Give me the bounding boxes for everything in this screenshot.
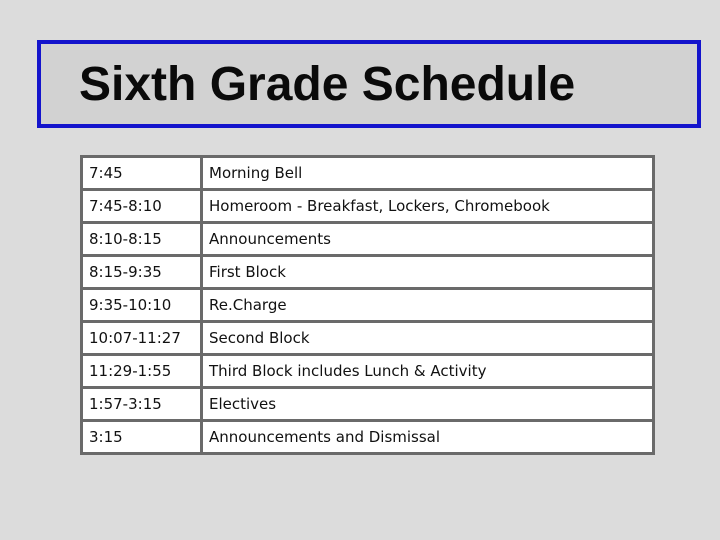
table-row [82,322,654,355]
table-row [82,190,654,223]
time-cell: 11:29-1:55 [82,355,202,388]
event-cell: Second Block [202,322,654,355]
event-cell: Homeroom - Breakfast, Lockers, Chromebook [202,190,654,223]
table-row [82,289,654,322]
event-cell: Morning Bell [202,157,654,190]
table-row [82,355,654,388]
table-row [82,388,654,421]
time-cell: 1:57-3:15 [82,388,202,421]
event-cell: Re.Charge [202,289,654,322]
schedule-table [80,155,655,455]
event-cell: Announcements [202,223,654,256]
table-row [82,421,654,454]
title-box [37,40,701,128]
table-row [82,256,654,289]
time-cell: 8:10-8:15 [82,223,202,256]
time-cell: 8:15-9:35 [82,256,202,289]
event-cell: Electives [202,388,654,421]
event-cell: First Block [202,256,654,289]
time-cell: 7:45 [82,157,202,190]
time-cell: 10:07-11:27 [82,322,202,355]
page-title: Sixth Grade Schedule [79,58,576,111]
table-row [82,223,654,256]
event-cell: Third Block includes Lunch & Activity [202,355,654,388]
time-cell: 7:45-8:10 [82,190,202,223]
time-cell: 9:35-10:10 [82,289,202,322]
table-row [82,157,654,190]
time-cell: 3:15 [82,421,202,454]
event-cell: Announcements and Dismissal [202,421,654,454]
